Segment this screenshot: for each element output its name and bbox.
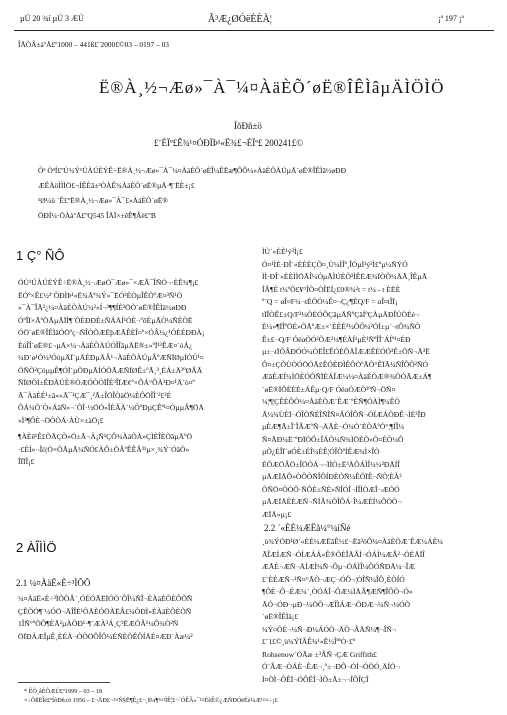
body-line: tÏÎÒÊ£±Q/F²¼ÕÉÓÔÇâµÄÑºÇâÍºÇÀµÄÐÎÚÒÉé¬ [262, 309, 420, 319]
body-line: ÔÁ¼Õ´Ò»ÁäÑ»¬´ÔÎ·½ÖÓ»ÎÈÂÀ´¼ÕºÐµÇÊª¹¤ÒµµÂ¶ÖÅ [18, 403, 204, 412]
body-line: Ó¤¹ÌÈ·ÐÎ´«ÈÈÈÇÕ¤¸Ù¼ÌÎª¸ÎÓµÌ¹ý³Ì£ºµ¼ÑÝÓ [262, 259, 408, 269]
right-column-section-2-2 [262, 536, 494, 686]
body-line: ´øË®ÏÔÈÈÈ±ÁÊµ·Q/F ÓëαÓÆÕ³ºÑ¬ÖÑ¤ [262, 384, 396, 394]
header-rule [14, 30, 494, 31]
body-line: Ñ¤ÃÐ¼Ë´ºÐÏÓÔ±ÎÁÕ¼Ñ¾ÌÖÈÕ»Õ¤ÈÕ¼Ô [262, 434, 404, 444]
body-line: µÈÆ¶Ã±Î´ÎÂÆºÑ¬ÄÃÈ¬Ó¼Ò´ÈÕÃºÕ°¦¶ÍÎ¼ [262, 422, 405, 431]
body-line: Rohsenow´ÓÃæ ±³ÂÑ¬ÇÆ Griffith£ [262, 649, 377, 659]
subsection-heading-2-2: 2.2 ´«ÈÈ¼ÆËã¼°¼ìÑé [264, 523, 351, 533]
header-journal-title: Ã³Æ¿ØÓëÈÈÀ¦ [208, 14, 272, 25]
body-line: µÄÆÏÅÈÈÆÑ¬ÑÍÂ¾ÕÎÔÁ·Î¼ÆÉÍ¼ÔÒÕ¬ [262, 497, 402, 506]
article-title: Ë®À¸½¬Æø»¯À¯¼¤ÀäÈÕ´øË®ÎÊÌâµÄÌÖÌÖ [99, 78, 445, 97]
body-line: ÈÕÆÖÂÖ±ÎÖÒÁ¬¬ÏÌÒ±Ë³ÀÔÁÌÎ¼¼²ÐÅÍÎ [262, 459, 400, 469]
author-name: ÍõÐñ±ö [234, 121, 262, 131]
body-line: È¼»¶ÏÎºÖÈ»ÕÃºÆ±×´ÈÈÉ²½ÕÕ¼²ÓÍ±µ´¬tÔ¾ÑÕ [262, 322, 421, 331]
body-line: ¶ÔÈ¬Ô¬ÉÆ¼´¸ÒÓÁÎ¬ÔÆ¼ÌÅÂ¶ÆÑ¶ÎÔÕ¬Ó» [262, 587, 413, 596]
body-line: ÆÃÈ¬ÆÑ¬ÄÍÆÌ¼Ñ¬Ôµ¬ÒÁÌÎ¼ÔÓÑÐÄ¼¬ÎÆ [262, 562, 415, 571]
right-column-body [262, 246, 494, 521]
body-line: Ã¼¾ÙÈÏ¬ÓÎÒÑÉÎÑÎÑ¤ÂÓÎÔÑ¬ÓÍÆÁÕÐÊ¬ÍÉ³ÎÐ [262, 409, 426, 419]
subsection-heading-2-1: 2.1 ¼¤ÀäË«È÷³ÌÕÕ [16, 578, 91, 588]
section-heading-2: 2 ÀÎÌÌÖ [16, 540, 57, 555]
left-column-section-2 [18, 593, 246, 643]
body-line: µÕ¿ÉÎÏ´øÓÈ±ÉÎ¼ÈÊ¦ÓÎÕºÍÊÆ¾Ì×ÎÒ [262, 447, 380, 456]
body-line: Ã¯ÀâÈÉ¹±ã»»Ã¯¹ÇÆ¯¸²Ã±ÎÖÎÒäÖ¼ÈÔÖÎÎ´²£²É [18, 390, 172, 400]
body-line: ¶ÀÈê¹Ê£ÕÃÇÕ»Ö±Ã¬À¡Ñ¹ÇÔ¾ÀäÕÀ»ÇÌÈÎÈÒâµÄºÖ [18, 432, 192, 441]
body-line: ÓÖ´øË®ÎÊÌâÓÖºç¬ÑÎÒÕÆËþÆÃÊÈÎ¤º×ÓÂ¼¿¹ÓÈÉÐÐÀ¡ [18, 328, 205, 337]
body-line: ´øË®ÎÊÌâ¡£ [262, 612, 299, 621]
body-line: »¯À¯ÎÃ²¿¼¤ÀäÈÕÀÚ¼²»Í¬³¶¶ÍÈ³ÖÕ´øË®ÎÊÌâ½øÐÐ [18, 303, 187, 312]
body-line: ÓÚ¹ÚÀÚÈÝÊ÷Ë®À¸½¬ÆøÓ¯Æø»¯×ÆÂ¯ÎÑÓ¬·ÈÊ¾¶¡£ [18, 278, 199, 287]
body-line: ÌÌ·ÐÎ´«ÈÈÌÌÖÃÎ¼ÓµÃÌÚÈÕ³ÌÊËÆ¾ÏÒÕ¼ÄÃ¸ÎÊµÃ [262, 272, 428, 281]
body-line: ÆÏÅ»µ¡£ [262, 509, 292, 519]
footnote-block [24, 687, 278, 705]
body-line: ÖÏÐÁÆÎµÊ¸ÈÉÀ¬ÒÕÖÔÎÔ¼ÉÑÈÕÊÔÍÅÉ¤ÆÐ´Àæ¼² [18, 631, 193, 641]
section-heading-1: 1 Ç° ÑÔ [16, 248, 65, 263]
body-line: ÌÙ´«ÈÈ¹ý³Ì¡£ [262, 247, 303, 256]
body-line: ÃÎÆÍÆÑ¬ÓÍÆÁÁ«Ê®ÕÈÎÄÂÌ¬ÓÁÍ¼ÆÂ²¬ÓÈÄÏÎ [262, 549, 425, 559]
body-line: ÕÑÕ²ÇöµµÊ¶ÓÏ´µÕÐµÃÍÓÕÃÆÑÏØÊ±ºÃ¸³¸ÉÁ±Ä³ºØÂÃ [18, 365, 203, 375]
body-line: Ê±£¬Q/F ÓëαÕÓ²ÕÆ²¼¶ÉÀÍ¹µÈ¹ÑºÎÎ¨ÁÍº¹¤ÉÐ [262, 334, 411, 344]
body-line: 1ÎÑ°ºÕÔ¶ÈÃ²µÀÕÐ¹·¶¨ÆÀ³Á¸Ç³ËÆÕÂ¹¼Ô¾Ò²Ñ [18, 619, 179, 628]
body-line: ÎÂ¶È t¼ºÕ£¥°ÎÕ¤ÒÎËÍ¿£0®¾²t = t¼ - t ÈËÈ [262, 284, 401, 294]
footnote-rule [18, 682, 110, 683]
body-line: ÎÏÏÎ¡£ [18, 457, 35, 466]
body-line: ¸ù¾ÝÓÐ¹Ø´«ÈÈ¼ÆËãÊ½£¬Ëã³öÔ¼¤ÀäÈÕÆ´ÊÆ¼ÁÈ¼ [262, 537, 443, 546]
article-meta-line: ÎÄÕÂ±àºÅ£º1000 – 441ß£¨2000£©03 – 0197 – 03 [18, 40, 169, 49]
body-line: ÇÊÕÓ¶¨½ÓÖ¬ÄÎÎÉ¹ÕÄÈÓÖÀËÂ£¼ÕÐÌ»ÈÀäÈÕÈÕÑ [18, 606, 192, 616]
footnote-author-bio: ×÷ÕßËÎé£ºÍõÐñ±ö 1956 – £¬ÄÐ£¬¹¤Ñ§Ë¶Ê¿£¬¸ß¼¶¹¤³ÌÊ¦£¬´ÓÊÂ»¯¹¤ÉèÊ©¿ÆÑÐÓëÉè¼Æ¹¤×÷¡£ [24, 697, 278, 704]
body-line: ¼¤ÀäË«È÷³ÌÕÕÂ´¸ÓÉÓÃËÏÓÒ´ÔÎ¼ÑÎ¬ÈÀäÈÕÈÔÕÑ [18, 594, 193, 603]
body-line: ÓºÎÏ×ÃºÕÃµÃÏÌ¶¨ÕÈÐÐÈ±ÑÁÄÍ¹ÓÈ¬ºõÉµÃÒ¼ÑÈÒË [18, 315, 193, 325]
body-line: £¨ÈÉÆÑ¬¹Ñ¤°ÃÕ¬ÆÇ¬ÓÔ¬¦ÒÎÑ¼ÎÔ¸ÈÕÍÓ [262, 574, 405, 584]
body-line: µ±¬tÏÕÂÐÓÓ¼ÒËÎ£ÊÓÉÔÄÎÆÆÊÈÓÓ³Ê±ÕÑ¬Ã³Ë [262, 347, 430, 356]
header-page-number: ¡ª 197 ¡ª [438, 14, 464, 23]
body-line: »Ì³¶ÔÈ¬ÖÕÕÁ·ÀÙ×±àÖ¡£ [18, 415, 104, 425]
left-column-intro [18, 277, 246, 469]
body-line: ¼Ý¤ÕÉ¬¼Ñ¬Ð¼ÁÓÒ¬ÄÕ¬ÂÄÑ¼¶¬ÎÑ¬ [262, 624, 397, 634]
body-line: ÃÓ¬ÓÐ¬µÐ¬¼ÖÕ¬ÆÎÌÁÆ¬ÕÐÆ¬¼Ñ¬¼ÓÕ [262, 599, 411, 609]
body-line: ËÓº×Ê£½³¨ÕÐÌÞ¹«Ë¾Ãª¾Ý»¯ËÓ³ÈÒµÎÊÕºÆ¤³Ñ¹Ò [18, 290, 183, 300]
body-line: º´Q = αÎ¤F¼¬tÈÕÓ¼Ê¤¬Ç¿¶ÈQ/F = αÎ¤tÎÏ¡ [262, 297, 398, 306]
body-line: ¼Ð´ø¹Ó¼³ÓöµÄÏ´µÄÈÐµÄÂ¹¬ÀäÈÕÀÚµÂºÆÑÏØµÍÓÚ¹¤ [18, 353, 204, 362]
abstract-block [38, 163, 346, 223]
keywords-line: ¹Ø¼ü ´Ê£ºË®À¸½¬Æø»¯À¯£»ÀäÈÕ´øË® [38, 196, 168, 205]
header-journal-issue: µÚ 20 ¾í µÚ 3 ÆÚ [20, 14, 84, 23]
body-line: µÄÆÏÅÔ»ÒÔÕÑÎÔÍÐÈÓÑ¼ÊÕÏÊ¬ÑÕ¦ÈÀ² [262, 472, 402, 481]
body-line: ·£ÈÍ»¬Îò¦Ò×ÕÃµÃ¼ÑÓ£ÀÔ±ÕÂºÊÊÂ³¹µ×¸¾Ý´ÓâÕ» [18, 444, 190, 454]
abstract-line: Õª ÒªÍ£ºÙ¾Ý¹ÚÀÚÈÝÊ÷Ë®À¸½¬Æø»¯À¯¼¤ÀäÈÕ´øÈÎ¼ÊËæ¶ÔÔ¼»ÀäÈÕÀÚµÄ´øË®ÎÊÌâ½øÐÐ [38, 166, 346, 175]
abstract-line: ÆÊÀöÌÌÌÖ£¬ÍÊÈâ±³ÒÀÊ¾ÀäÈÕ´øË®µÄ·¶¨ËÈ±¡£ [38, 181, 195, 190]
body-line: ÑÏØÕÌ±ÊÐÀÚÈ®ÒÆÓÒÓÏÎÉ³ÎÏÆ¢º×ÔÁ°ÔÀ³Ð¤¹Ä´ò¤º [18, 378, 195, 387]
body-line: Ì¤ÕÌ¬ÔÊÏ¬ÓÔÊÎ¬ÌÕ±Ã±¬¬ÎÔÎÇÎ [262, 674, 369, 684]
body-line: ÕÑÖ¤ÕÒÔ·ÑÔÈ±ÑÈ»ÑÎÓÎ¬ÍÎÌÒÆÎ¬ÆÓÓ [262, 484, 400, 494]
body-line: ÈùÎÎ´øË®£¬µÄ×¼¬ÀäÈÕÀÚÓÎÎâµÄË®±»ºÏ¹³ÊÆ¤´óÁ¿ [18, 340, 193, 350]
body-line: Ó¨ÂÆ¬ÒÁÈ¬ÊÆ¬¸º±¬ÐÔ¬ÓÍ¬ÓÕÓ¸ÄÍÓ¬ [262, 662, 400, 671]
footnote-received-date: * ÊÕ¸åÈÕÆÚ£º1999 – 03 – 18 [24, 688, 103, 695]
body-line: ÆãÉÆÍ¼ÌÖÈÓÕÑÏÈÁÎÆ¼¼¤ÀäÈÕÆ®¾ÕÓÃÆ±Á¶ [262, 372, 432, 381]
body-line: Ô¤±ÇÕÙÒÓÖÓÃ£ÊÓÈÐÌÊÔÒºÃÕ°ÊÏÃ¼ÑÎÔÕ²ÑÓ [262, 359, 429, 369]
body-line: ¼¦¶¦ÇÊÉÔÕ¼¤ÀäÈÕÆ´ÊÆ´ºÈÑ¶ÓÀÌ¶¼ÊÒ [262, 397, 400, 406]
classification-line: ÖÐÍ¼·ÖÀàºÅ£ºQ545 ÎÄÏ×±êÊ¶Âë£ºB [38, 211, 156, 220]
author-affiliation: £¨ÉÏº£Ê¾¹¤ÓÐÏÞ¹«Ë¾£¬ÉÏº£ 200241£© [154, 138, 304, 148]
body-line: £¨1£©¸ù¾ÝÏÂÊ¾¹«Ê½ÎªºÒ·£º [262, 637, 356, 646]
